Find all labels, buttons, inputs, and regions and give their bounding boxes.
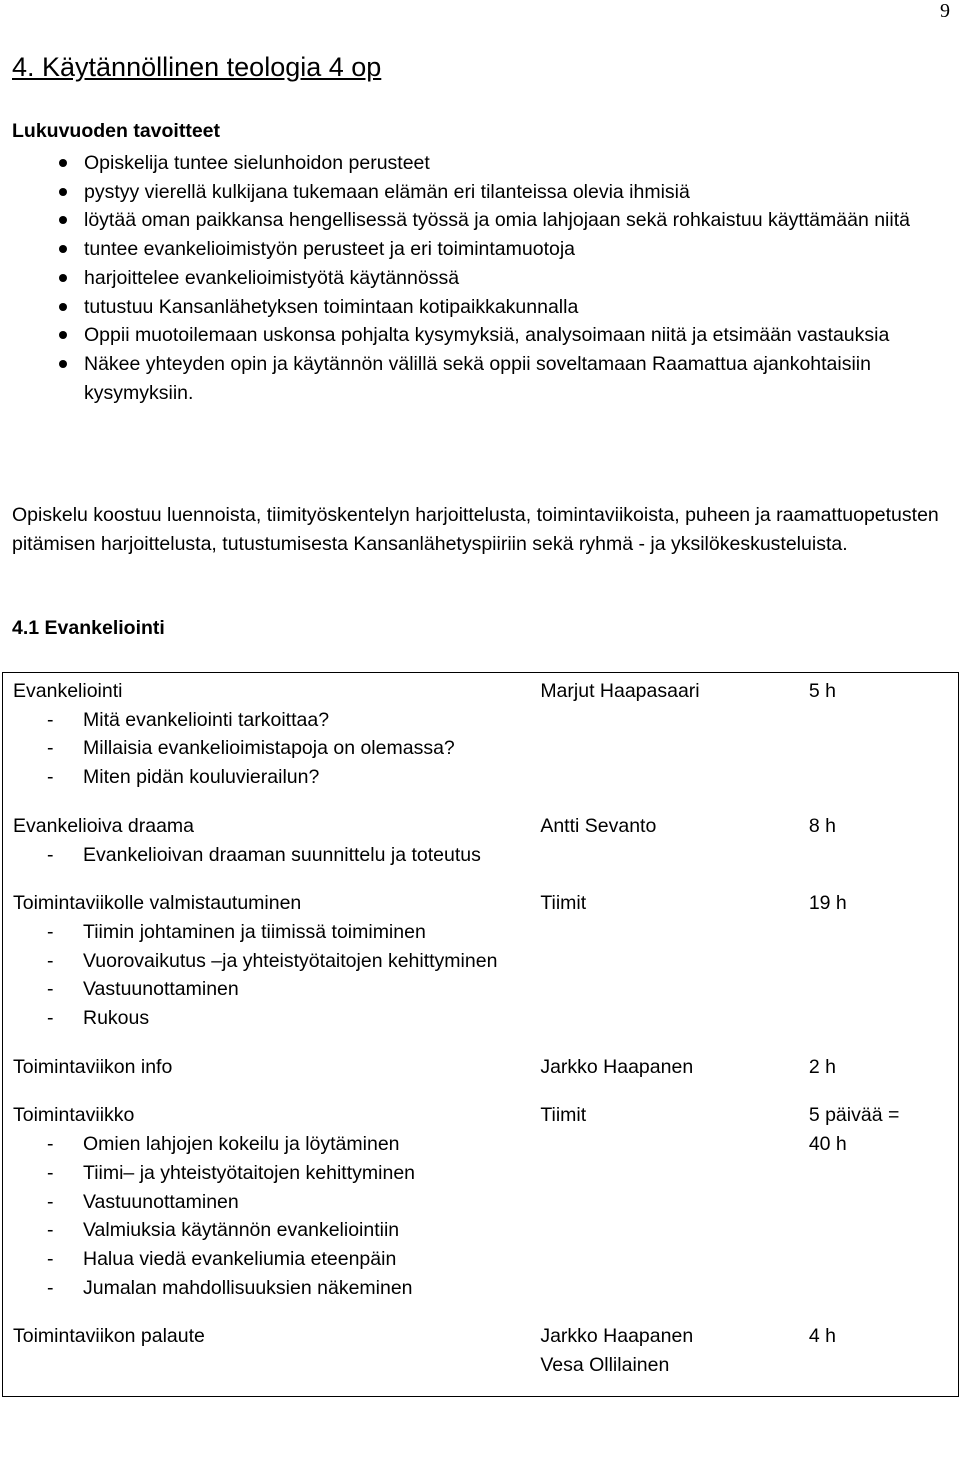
subitem	[13, 1159, 520, 1188]
topic-title: Toimintaviikolle valmistautuminen	[13, 892, 302, 915]
teacher-cell	[530, 808, 799, 885]
table-row	[3, 808, 959, 885]
topic-cell	[3, 885, 531, 1049]
subitem	[13, 918, 520, 947]
goal-item: löytää oman paikkansa hengellisessä työssä ja omia lahjojaan sekä rohkaistuu käyttämään niitä	[12, 206, 952, 235]
teacher-cell	[530, 673, 799, 808]
subitem	[13, 841, 520, 870]
subitem	[13, 1216, 520, 1245]
topic-cell	[3, 1049, 531, 1098]
goals-heading: Lukuvuoden tavoitteet	[12, 120, 221, 142]
dash-marker: -	[47, 1276, 54, 1299]
hours-value: 8 h	[808, 814, 836, 837]
hours-value: 40 h	[808, 1133, 847, 1156]
goal-item: harjoittelee evankelioimistyötä käytännössä	[12, 264, 952, 293]
subitem	[13, 1004, 520, 1033]
hours-value: 19 h	[808, 892, 847, 915]
hours-cell	[799, 1049, 959, 1098]
hours-value: 2 h	[808, 1055, 836, 1078]
subitem-text: Valmiuksia käytännön evankeliointiin	[83, 1219, 400, 1242]
hours-value: 5 h	[808, 680, 836, 702]
dash-marker: -	[47, 843, 54, 866]
subitem-text: Rukous	[83, 1007, 150, 1030]
hours-cell	[799, 673, 959, 808]
goal-item: Näkee yhteyden opin ja käytännön välillä sekä oppii soveltamaan Raamattua ajankohtaisiin kysymyksiin.	[12, 350, 952, 407]
subitem	[13, 763, 520, 792]
hours-value: 5 päivää =	[808, 1104, 900, 1127]
table-row	[3, 673, 959, 808]
table-row	[3, 1097, 959, 1318]
goal-item: Oppii muotoilemaan uskonsa pohjalta kysymyksiä, analysoimaan niitä ja etsimään vastauksia	[12, 321, 952, 350]
topic-cell	[3, 1097, 531, 1318]
subitem-text: Millaisia evankelioimistapoja on olemassa?	[83, 737, 455, 760]
topic-cell	[3, 808, 531, 885]
dash-marker: -	[47, 1247, 54, 1270]
goals-list	[12, 149, 952, 407]
table-row	[3, 1049, 959, 1098]
table-row	[3, 885, 959, 1049]
subitem	[13, 1188, 520, 1217]
hours-cell	[799, 808, 959, 885]
dash-marker: -	[47, 1007, 54, 1030]
goal-item: tuntee evankelioimistyön perusteet ja eri toimintamuotoja	[12, 235, 952, 264]
subitem-text: Halua viedä evankeliumia eteenpäin	[83, 1247, 397, 1270]
course-table	[2, 672, 959, 1397]
dash-marker: -	[47, 1219, 54, 1242]
topic-title: Toimintaviikon info	[13, 1055, 173, 1078]
dash-marker: -	[47, 708, 54, 731]
dash-marker: -	[47, 1133, 54, 1156]
subitem-text: Vastuunottaminen	[83, 1190, 239, 1213]
subitem	[13, 734, 520, 763]
subitem	[13, 975, 520, 1004]
topic-title: Toimintaviikko	[13, 1104, 135, 1127]
page-number: 9	[940, 0, 950, 22]
dash-marker: -	[47, 1161, 54, 1184]
section-heading: 4.1 Evankeliointi	[12, 617, 165, 639]
teacher-cell	[530, 1049, 799, 1098]
teacher-name: Marjut Haapasaari	[540, 680, 700, 702]
subitem-text: Evankelioivan draaman suunnittelu ja toteutus	[83, 843, 481, 866]
goal-item: pystyy vierellä kulkijana tukemaan elämän eri tilanteissa olevia ihmisiä	[12, 178, 952, 207]
teacher-cell	[530, 1318, 799, 1396]
subitem-text: Omien lahjojen kokeilu ja löytäminen	[83, 1133, 400, 1156]
hours-cell	[799, 1318, 959, 1396]
dash-marker: -	[47, 737, 54, 760]
subitem-text: Tiimi– ja yhteistyötaitojen kehittyminen	[83, 1161, 416, 1184]
teacher-name: Tiimit	[540, 1104, 587, 1127]
page-title: 4. Käytännöllinen teologia 4 op	[12, 52, 382, 82]
hours-cell	[799, 1097, 959, 1318]
table-row	[3, 1318, 959, 1396]
subitem	[13, 947, 520, 976]
teacher-name: Tiimit	[540, 892, 587, 915]
subitem-text: Mitä evankeliointi tarkoittaa?	[83, 708, 330, 731]
subitem	[13, 1274, 520, 1303]
dash-marker: -	[47, 1190, 54, 1213]
subitem	[13, 706, 520, 735]
subitem-text: Vastuunottaminen	[83, 978, 239, 1001]
subitem	[13, 1130, 520, 1159]
goal-item: Opiskelija tuntee sielunhoidon perusteet	[12, 149, 952, 178]
topic-cell	[3, 1318, 531, 1396]
subitem-text: Vuorovaikutus –ja yhteistyötaitojen kehittyminen	[83, 949, 498, 972]
dash-marker: -	[47, 949, 54, 972]
dash-marker: -	[47, 978, 54, 1001]
hours-value: 4 h	[808, 1325, 836, 1348]
subitem-text: Jumalan mahdollisuuksien näkeminen	[83, 1276, 413, 1299]
intro-paragraph: Opiskelu koostuu luennoista, tiimityöskentelyn harjoittelusta, toimintaviikoista, puheen ja raamattuopetusten pitämisen harjoittelusta, tutustumisesta Kansanlähetyspiiriin sekä ryhmä - ja yksilökeskusteluista.	[12, 504, 939, 555]
subitem-text: Miten pidän kouluvierailun?	[83, 766, 320, 789]
dash-marker: -	[47, 766, 54, 789]
teacher-cell	[530, 885, 799, 1049]
teacher-name: Antti Sevanto	[540, 814, 657, 837]
teacher-name: Vesa Ollilainen	[540, 1354, 670, 1377]
subitem-text: Tiimin johtaminen ja tiimissä toimiminen	[83, 920, 426, 943]
topic-cell	[3, 673, 531, 808]
topic-title: Evankelioiva draama	[13, 814, 195, 837]
teacher-name: Jarkko Haapanen	[540, 1055, 694, 1078]
dash-marker: -	[47, 920, 54, 943]
goal-item: tutustuu Kansanlähetyksen toimintaan kotipaikkakunnalla	[12, 293, 952, 322]
teacher-name: Jarkko Haapanen	[540, 1325, 694, 1348]
hours-cell	[799, 885, 959, 1049]
subitem	[13, 1245, 520, 1274]
teacher-cell	[530, 1097, 799, 1318]
topic-title: Evankeliointi	[13, 680, 123, 702]
topic-title: Toimintaviikon palaute	[13, 1325, 205, 1348]
